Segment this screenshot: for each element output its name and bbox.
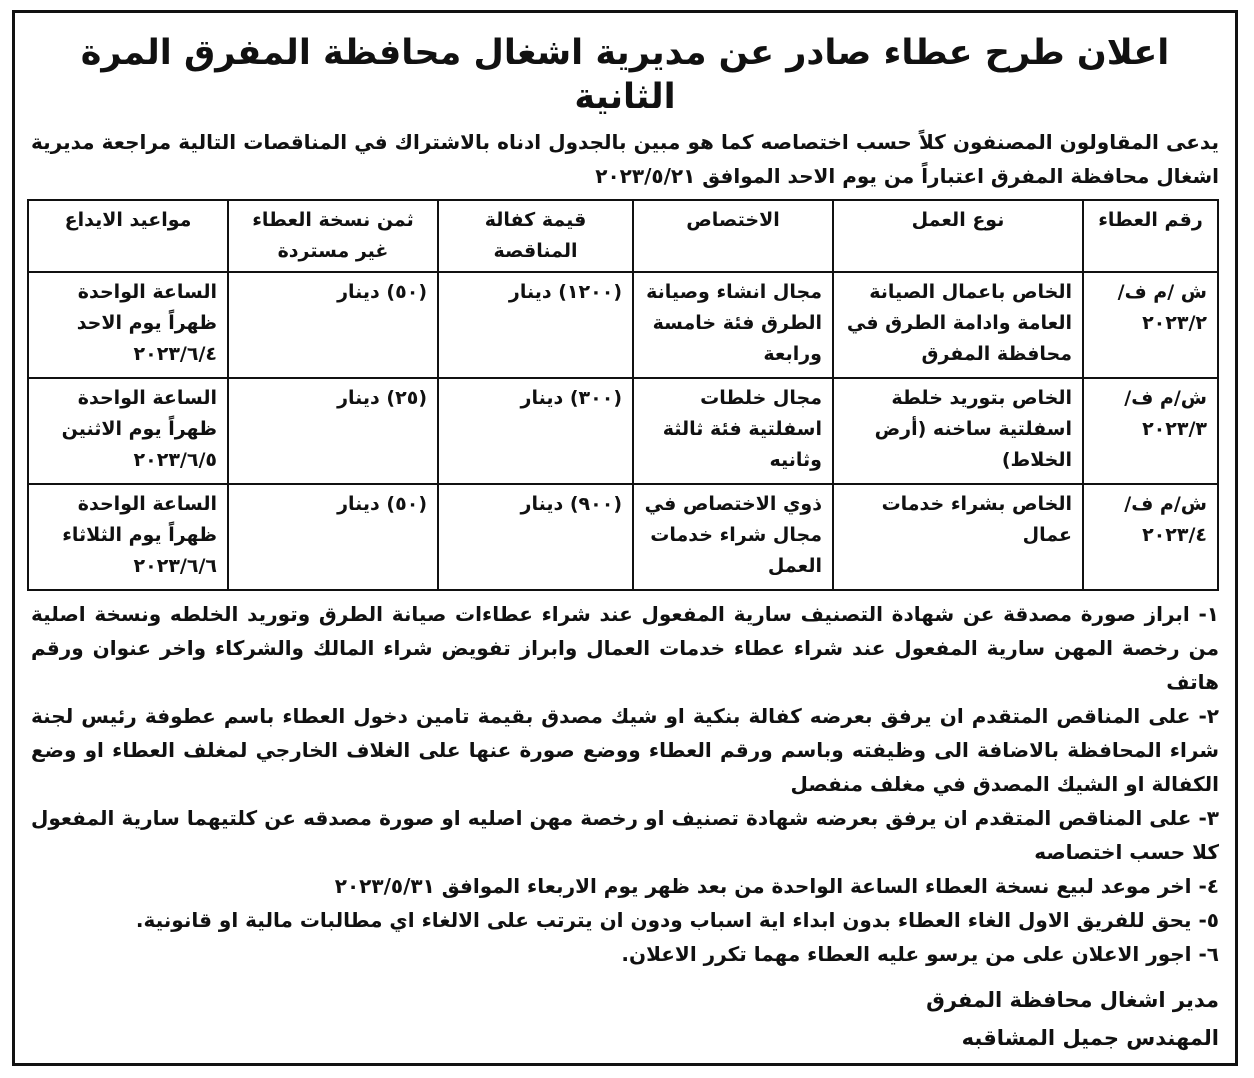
cell-copy-price: (٥٠) دينار	[228, 484, 438, 590]
signatory-name: المهندس جميل المشاقبه	[961, 1026, 1219, 1050]
cell-copy-price: (٢٥) دينار	[228, 378, 438, 484]
cell-bond-value: (٩٠٠) دينار	[438, 484, 633, 590]
header-specialization: الاختصاص	[633, 200, 833, 272]
cell-specialization: مجال انشاء وصيانة الطرق فئة خامسة ورابعة	[633, 272, 833, 378]
advertisement-frame	[12, 10, 1238, 1066]
table-row	[28, 378, 1218, 484]
condition-item: ١- ابراز صورة مصدقة عن شهادة التصنيف سارية المفعول عند شراء عطاءات صيانة الطرق وتوريد الخلطه ونسخة اصلية من رخصة المهن سارية المفعول عند شراء عطاء خدمات العمال وابراز تفويض شراء المالك والشركاء واخر عنوان ورقم هاتف	[31, 602, 1219, 694]
cell-tender-number: ش /م ف/٢٠٢٣/٢	[1083, 272, 1218, 378]
cell-tender-number: ش/م ف/٢٠٢٣/٤	[1083, 484, 1218, 590]
cell-bond-value: (٣٠٠) دينار	[438, 378, 633, 484]
header-work-type: نوع العمل	[833, 200, 1083, 272]
tenders-table	[27, 199, 1219, 591]
table-row	[28, 272, 1218, 378]
header-copy-price: ثمن نسخة العطاء غير مستردة	[228, 200, 438, 272]
cell-specialization: ذوي الاختصاص في مجال شراء خدمات العمل	[633, 484, 833, 590]
cell-deposit-date: الساعة الواحدة ظهراً يوم الاحد ٢٠٢٣/٦/٤	[28, 272, 228, 378]
signature-block	[31, 981, 1219, 1057]
cell-copy-price: (٥٠) دينار	[228, 272, 438, 378]
cell-specialization: مجال خلطات اسفلتية فئة ثالثة وثانيه	[633, 378, 833, 484]
cell-deposit-date: الساعة الواحدة ظهراً يوم الثلاثاء ٢٠٢٣/٦/٦	[28, 484, 228, 590]
condition-item: ٥- يحق للفريق الاول الغاء العطاء بدون ابداء اية اسباب ودون ان يترتب على الالغاء اي مطالبات مالية او قانونية.	[135, 908, 1219, 932]
intro-paragraph: يدعى المقاولون المصنفون كلاً حسب اختصاصه كما هو مبين بالجدول ادناه بالاشتراك في المناقصات التالية مراجعة مديرية اشغال محافظة المفرق اعتباراً من يوم الاحد الموافق ٢٠٢٣/٥/٢١	[31, 130, 1219, 188]
table-header-row	[28, 200, 1218, 272]
condition-item: ٦- اجور الاعلان على من يرسو عليه العطاء مهما تكرر الاعلان.	[621, 942, 1219, 966]
cell-tender-number: ش/م ف/٢٠٢٣/٣	[1083, 378, 1218, 484]
page-title: اعلان طرح عطاء صادر عن مديرية اشغال محافظة المفرق المرة الثانية	[80, 33, 1170, 117]
cell-work-type: الخاص بشراء خدمات عمال	[833, 484, 1083, 590]
condition-item: ٣- على المناقص المتقدم ان يرفق بعرضه شهادة تصنيف او رخصة مهن اصليه او صورة مصدقه عن كلتيهما سارية المفعول كلا حسب اختصاصه	[31, 806, 1219, 864]
header-bond-value: قيمة كفالة المناقصة	[438, 200, 633, 272]
signatory-title: مدير اشغال محافظة المفرق	[926, 988, 1219, 1012]
advertisement-content	[15, 13, 1235, 1057]
header-deposit-dates: مواعيد الايداع	[28, 200, 228, 272]
cell-work-type: الخاص بتوريد خلطة اسفلتية ساخنه (أرض الخلاط)	[833, 378, 1083, 484]
cell-work-type: الخاص باعمال الصيانة العامة وادامة الطرق في محافظة المفرق	[833, 272, 1083, 378]
table-row	[28, 484, 1218, 590]
condition-item: ٤- اخر موعد لبيع نسخة العطاء الساعة الواحدة من بعد ظهر يوم الاربعاء الموافق ٢٠٢٣/٥/٣١	[334, 874, 1219, 898]
condition-item: ٢- على المناقص المتقدم ان يرفق بعرضه كفالة بنكية او شيك مصدق بقيمة تامين دخول العطاء باسم عطوفة رئيس لجنة شراء المحافظة بالاضافة الى وظيفته وباسم ورقم العطاء ووضع صورة عنها على الغلاف الخارجي لمغلف العطاء او وضع الكفالة او الشيك المصدق في مغلف منفصل	[31, 704, 1219, 796]
header-tender-number: رقم العطاء	[1083, 200, 1218, 272]
conditions-list	[31, 597, 1219, 971]
cell-deposit-date: الساعة الواحدة ظهراً يوم الاثنين ٢٠٢٣/٦/٥	[28, 378, 228, 484]
cell-bond-value: (١٢٠٠) دينار	[438, 272, 633, 378]
